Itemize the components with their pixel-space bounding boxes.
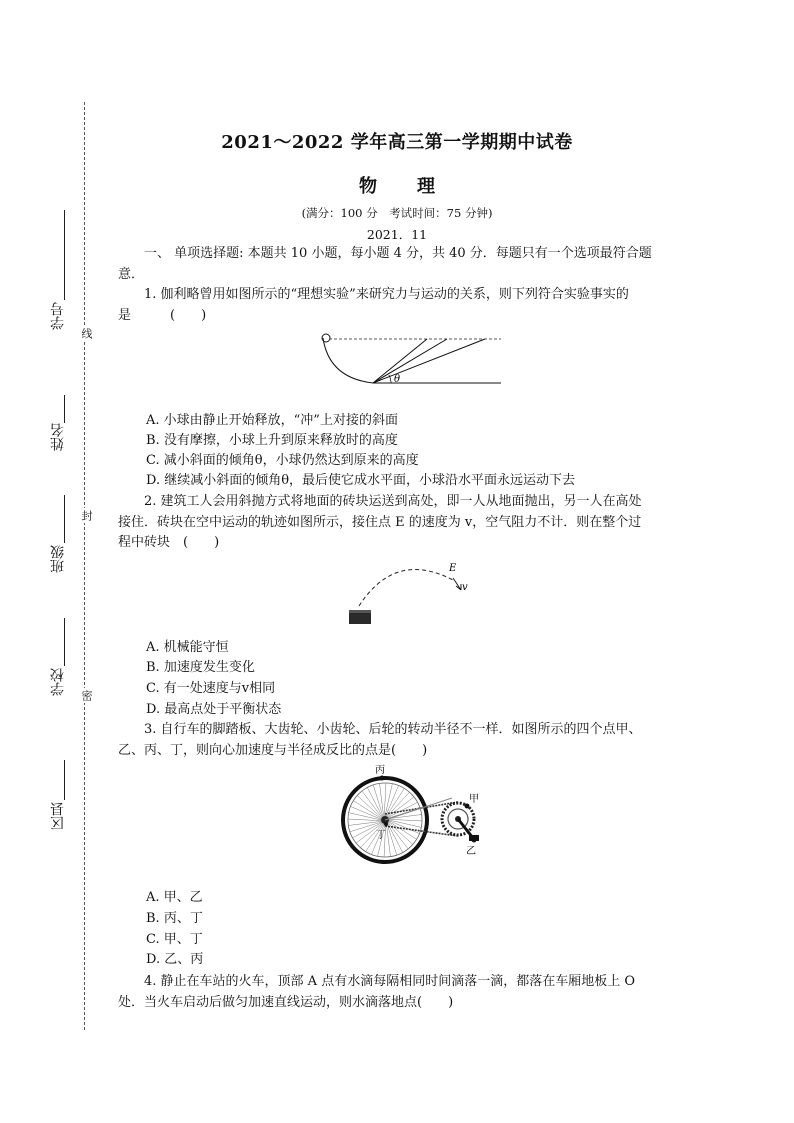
question-3-option-a[interactable]: A. 甲、乙 [146, 890, 203, 905]
velocity-v-label: v [462, 582, 468, 593]
field-class-label: 班级 [50, 545, 66, 573]
question-1-option-d[interactable]: D. 继续减小斜面的倾角θ，最后使它成水平面，小球沿水平面永远运动下去 [146, 473, 576, 488]
field-district[interactable] [44, 760, 70, 832]
figure-bicycle-wheel [340, 762, 500, 872]
exam-date: 2021．11 [366, 227, 428, 242]
brick-top-face [349, 610, 371, 613]
trajectory-dashed-curve [359, 570, 453, 606]
label-jia: 甲 [469, 794, 479, 805]
question-4-stem-line2: 处．当火车启动后做匀加速直线运动，则水滴落地点( ) [118, 994, 454, 1010]
incline-medium [373, 339, 447, 383]
margin-mark-line: 线 [80, 328, 93, 339]
label-yi: 乙 [466, 846, 476, 857]
exam-title: 2021～2022 学年高三第一学期期中试卷 [221, 132, 573, 153]
question-2-stem-line1: 2. 建筑工人会用斜抛方式将地面的砖块运送到高处，即一人从地面抛出，另一人在高处 [144, 494, 642, 509]
question-3-option-c[interactable]: C. 甲、丁 [146, 932, 203, 947]
question-3-stem [118, 720, 688, 761]
point-bing [380, 776, 385, 781]
field-name-label: 姓名 [50, 423, 66, 451]
label-bing: 丙 [375, 765, 385, 776]
field-name-underline [64, 395, 65, 423]
wheel-spoke [389, 820, 421, 827]
question-4-stem-line1: 4. 静止在车站的火车，顶部 A 点有水滴每隔相同时间滴落一滴，都落在车厢地板上 O [144, 974, 635, 989]
question-1-option-b[interactable]: B. 没有摩擦，小球上升到原来释放时的高度 [146, 433, 398, 448]
question-1-stem [118, 285, 688, 326]
wheel-spoke [367, 787, 382, 816]
question-2-stem [118, 492, 688, 554]
question-2-option-c[interactable]: C. 有一处速度与v相同 [146, 681, 276, 696]
field-district-label: 区县 [50, 802, 66, 830]
theta-label: θ [394, 374, 401, 385]
question-2-option-d[interactable]: D. 最高点处于平衡状态 [146, 702, 282, 717]
question-2-stem-line2: 接住．砖块在空中运动的轨迹如图所示，接住点 E 的速度为 v，空气阻力不计．则在整个过 [118, 514, 642, 530]
curved-track [323, 338, 373, 383]
chainstay [385, 798, 452, 820]
wheel-spoke [388, 797, 414, 817]
velocity-arrow [453, 578, 461, 590]
question-1-option-a[interactable]: A. 小球由静止开始释放，“冲”上对接的斜面 [146, 413, 398, 428]
point-e-label: E [449, 563, 457, 574]
question-3-stem-line1: 3. 自行车的脚踏板、大齿轮、小齿轮、后轮的转动半径不一样．如图所示的四个点甲、 [144, 722, 642, 737]
wheel-spoke [349, 813, 381, 820]
question-2-option-b[interactable]: B. 加速度发生变化 [146, 660, 255, 675]
field-class-underline [64, 495, 65, 543]
field-school-underline [64, 618, 65, 666]
question-1-stem-line2: 是 ( ) [118, 307, 207, 323]
question-3-option-b[interactable]: B. 丙、丁 [146, 911, 203, 926]
point-ding [384, 822, 388, 826]
wheel-spoke [389, 819, 422, 821]
field-school-label: 学校 [50, 668, 66, 696]
section-heading [118, 244, 688, 285]
field-name[interactable] [44, 395, 70, 460]
field-school[interactable] [44, 618, 70, 698]
field-student-id-label: 学号 [50, 302, 66, 330]
margin-mark-seal: 封 [80, 510, 93, 521]
field-student-id-underline [64, 210, 65, 300]
figure-ideal-experiment [315, 328, 505, 388]
question-2-option-a[interactable]: A. 机械能守恒 [146, 640, 229, 655]
question-2-stem-line3: 程中砖块 ( ) [118, 535, 220, 550]
field-district-underline [64, 760, 65, 800]
wheel-spoke [385, 784, 392, 816]
wheel-spoke [362, 791, 382, 817]
wheel-spoke [348, 819, 381, 821]
point-yi [472, 838, 477, 843]
question-1-option-c[interactable]: C. 减小斜面的倾角θ，小球仍然达到原来的高度 [146, 453, 419, 468]
section-heading-line1: 一、 单项选择题: 本题共 10 小题，每小题 4 分，共 40 分．每题只有一个选项最符合题 [144, 246, 652, 261]
question-4-stem [118, 972, 688, 1013]
exam-subject: 物理 [359, 176, 475, 197]
margin-mark-secret: 密 [80, 690, 93, 701]
field-class[interactable] [44, 495, 70, 580]
question-3-option-d[interactable]: D. 乙、丙 [146, 952, 204, 967]
question-1-stem-line1: 1. 伽利略曾用如图所示的“理想实验”来研究力与运动的关系，则下列符合实验事实的 [144, 287, 629, 302]
figure-brick-trajectory [345, 560, 475, 630]
exam-info: (满分：100 分 考试时间：75 分钟) [301, 206, 493, 220]
question-3-stem-line2: 乙、丙、丁，则向心加速度与半径成反比的点是( ) [118, 742, 428, 758]
label-ding: 丁 [376, 830, 386, 841]
wheel-spoke [384, 783, 386, 816]
section-heading-line2: 意． [118, 266, 145, 282]
